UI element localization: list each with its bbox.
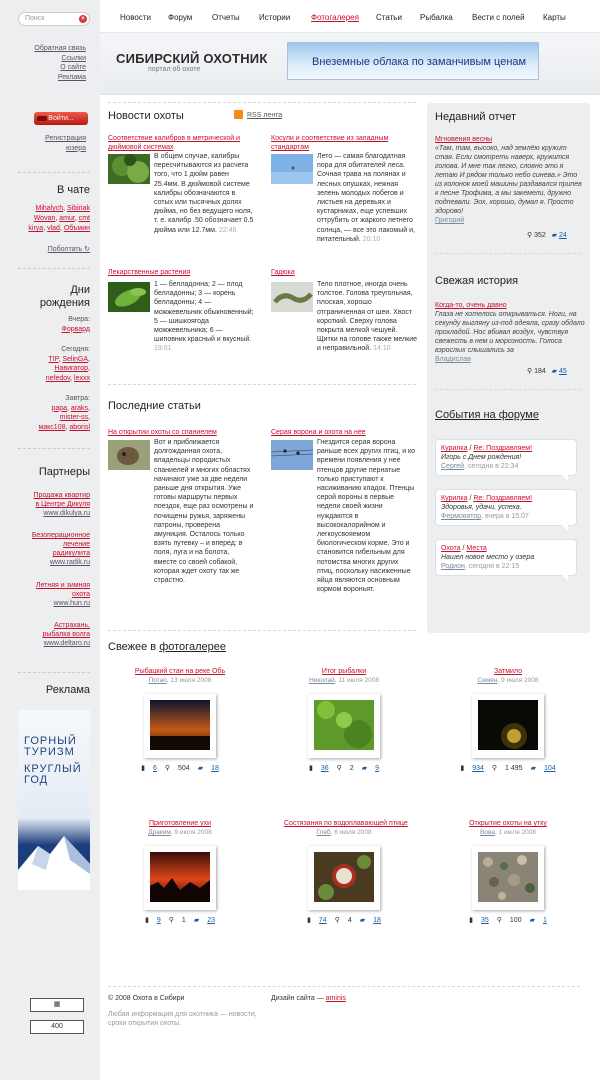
register-line-2: юзера [65, 144, 86, 152]
chat-user[interactable]: Объмин [63, 225, 90, 232]
footer [108, 995, 184, 1002]
partner-title: в Центре Дикуля [35, 501, 90, 508]
article-text: Вот и приближается долгожданная охота, владельцы породистых спаниелей и многих областях начинают уже за две недели раньше дня открытия. Уже готовы маршруты первых поездок, еще раз осмотрены и почищены ружья, заряжены патроны, проверена амуниция. Осталось только взять путевку – и вперед: в поля, луга и на болота, вместе со своей собакой, которая ждет охоту так же страстно. [154, 439, 254, 585]
divider [108, 630, 416, 631]
nav-field-news[interactable]: Вести с полей [472, 13, 525, 22]
forum-title-text: События на форуме [435, 409, 539, 421]
news-item [271, 134, 415, 243]
nav-forum[interactable]: Форум [168, 13, 193, 22]
magnifier-icon: ⚲ [527, 368, 533, 375]
link-about[interactable]: О сайте [60, 64, 86, 71]
story-link[interactable]: Когда-то, очень давно [435, 302, 507, 309]
story-author[interactable]: Владислав [435, 356, 471, 363]
comment-icon: ▰ [193, 917, 200, 924]
news-text: В общем случае, калибры пересчитываются из расчета того, что 1 дюйм равен 25.4мм. В дюймовой системе калибры обозначаются в сотых или тысячных долях дюйма, но без ведущего ноля, т. е. калибр .50 обозначает 0.5 дюйма или 12.7мм. [154, 153, 254, 234]
article-text: Гнездится серая ворона раньше всех других птиц, и ко времени появления у нее птенцов другие пернатые только приступают к насиживанию кладок. Птенцы серой вороны в первые недели своей жизни нуждаются в высококалорийном и легкоусвояемом биологическом корме. Это и становится гибельным для потомства многих других птиц, поскольку насиженные яйца являются основным кормом вороньят. [317, 439, 416, 594]
ad-text: Внеземные облака по заманчивым ценам [312, 56, 527, 68]
photo-views[interactable]: 35 [480, 917, 489, 924]
news-image[interactable] [271, 154, 313, 184]
gallery-photo [284, 820, 408, 924]
quick-links [34, 44, 86, 82]
forum-thread[interactable]: Места [466, 545, 487, 552]
talk-link[interactable]: Поболтать ↻ [47, 246, 90, 253]
forum-text: Нашел новое место у озера [441, 554, 535, 561]
birthday-user[interactable]: mister-ss [59, 414, 89, 421]
forum-title [435, 409, 539, 421]
photo-views[interactable]: 6 [152, 765, 157, 772]
photo-comments[interactable]: 104 [543, 765, 556, 772]
partner-item[interactable] [8, 581, 90, 608]
gallery-title-prefix: Свежее в [108, 641, 160, 653]
report-link[interactable]: Мгновения весны [435, 136, 493, 143]
chat-user[interactable]: Wovan [33, 215, 56, 222]
articles-title: Последние статьи [108, 400, 201, 412]
comment-icon: ▰ [197, 765, 204, 772]
article-item [271, 428, 416, 594]
chat-title: В чате [56, 184, 90, 196]
nav-articles[interactable]: Статьи [376, 13, 402, 22]
birthdays-title-line: рождения [39, 297, 90, 309]
photo-title[interactable]: Рыбацкий стан на реке Обь [134, 668, 226, 675]
forum-when: , сегодня в 22:34 [464, 463, 519, 470]
birthday-user[interactable]: Форвард [61, 325, 90, 333]
photo-date: , 13 июля 2008 [166, 677, 212, 684]
key-icon [37, 116, 47, 121]
article-image[interactable] [108, 440, 150, 470]
news-text: Лето — самая благодатная пора для обитателей леса. Сочная трава на полянах и лесных опушках, нежная зелень молодых побегов и листьев на деревьях и кустарниках, еще успевших оттрубить от жаркого летнего солнца, — все это лакомый и, питательный. [317, 153, 415, 243]
partner-title: Безоперационное [31, 532, 90, 539]
comment-icon: ▰ [551, 368, 558, 375]
counter-widget[interactable] [30, 1020, 84, 1034]
counter-widget[interactable] [30, 998, 84, 1012]
footer-desc-line: Любая информация для охотника — новости, [108, 1011, 257, 1018]
partner-title: охота [72, 591, 90, 598]
news-item-text [154, 152, 254, 235]
photo-ratings: 100 [509, 917, 522, 924]
mountain-icon [18, 830, 90, 890]
nav-news[interactable]: Новости [120, 13, 151, 22]
photo-views[interactable]: 9 [156, 917, 161, 924]
news-item-title[interactable]: Гадюка [271, 269, 295, 276]
nav-gallery[interactable]: Фотогалерея [311, 13, 359, 22]
partner-url: www.dikulya.ru [43, 510, 90, 517]
photo-ratings: 1 495 [505, 765, 523, 772]
divider [18, 268, 90, 269]
gallery-photo [284, 668, 404, 772]
magnifier-icon: ⚲ [491, 765, 498, 772]
forum-thread[interactable]: Re: Поздравляем! [473, 495, 533, 502]
photo-image [314, 700, 374, 750]
chat-user[interactable]: cmt [78, 215, 90, 222]
login-button[interactable] [34, 112, 88, 125]
photo-ratings: 504 [178, 765, 190, 772]
news-title: Новости охоты [108, 110, 184, 122]
divider [435, 389, 581, 390]
link-advert[interactable]: Реклама [57, 73, 86, 81]
gallery-photo [448, 668, 568, 772]
site-slogan: портал об охоте [148, 66, 201, 73]
birthday-user[interactable]: макс108 [38, 423, 66, 431]
photo-views[interactable]: 934 [472, 765, 484, 772]
divider [108, 384, 416, 385]
birthdays-tomorrow: Завтра: papa, araks, mister-ss, макс108, aborisl [38, 395, 90, 431]
register-line-1: Регистрация [45, 135, 86, 142]
photo-image [150, 700, 210, 750]
forum-user[interactable]: Фермовятор [441, 513, 482, 520]
footer-desc [108, 1010, 257, 1028]
forum-thread[interactable]: Re: Поздравляем! [473, 445, 533, 452]
views-icon: ▮ [141, 765, 145, 772]
counter-icon: ▦ [53, 1001, 61, 1008]
rss-link[interactable] [234, 110, 282, 119]
birthday-user[interactable]: aborisl [69, 423, 90, 431]
news-item-text [154, 280, 254, 354]
photo-title[interactable]: Состязания по водоплавающей птице [284, 820, 408, 827]
footer-design [271, 995, 346, 1002]
design-label: Дизайн сайта — [271, 995, 326, 1002]
story-comments[interactable]: 45 [558, 368, 567, 375]
clear-search-icon[interactable]: × [79, 15, 87, 23]
chat-user[interactable]: kirya [28, 225, 44, 232]
ad-banner-line: ГОД [24, 774, 49, 786]
photo-thumbnail[interactable] [308, 694, 380, 758]
story-title: Свежая история [435, 275, 519, 287]
photo-author[interactable]: Вова [480, 829, 495, 836]
forum-when: , сегодня в 22:15 [464, 563, 520, 570]
top-nav [100, 0, 600, 33]
partner-item[interactable] [8, 531, 90, 567]
report-author[interactable]: Григорий [435, 217, 465, 224]
views-icon: ▮ [460, 765, 465, 772]
chat-user[interactable]: amur [59, 215, 75, 222]
birthdays-yesterday [62, 315, 90, 334]
magnifier-icon: ⚲ [334, 917, 340, 924]
partner-title: Летняя и зимняя [35, 582, 90, 589]
birthday-user[interactable]: papa [51, 404, 68, 412]
chat-user[interactable]: Mihalych [35, 205, 64, 212]
forum-user[interactable]: Родион [441, 563, 465, 570]
photo-author[interactable]: Драким [148, 829, 171, 836]
yandex-counter-value: 400 [51, 1023, 63, 1030]
search-input[interactable] [18, 12, 90, 26]
photo-thumbnail[interactable] [308, 846, 380, 910]
article-item [108, 428, 254, 585]
views-icon: ▮ [469, 917, 473, 924]
report-block [435, 135, 585, 225]
divider [18, 448, 90, 449]
article-title[interactable]: Серая ворона и охота на нее [271, 429, 366, 436]
birthday-user[interactable]: SelinGA [62, 355, 89, 363]
birthdays-today: Сегодня: TIP, SelinGA, Навигатор, nefedov, lexxx [45, 346, 90, 382]
magnifier-icon: ⚲ [336, 765, 342, 772]
nav-fishing[interactable]: Рыбалка [420, 13, 453, 22]
gallery-photo [120, 820, 240, 924]
report-title: Недавний отчет [435, 111, 517, 123]
photo-image [150, 852, 210, 902]
divider [108, 102, 416, 103]
comment-icon: ▰ [361, 765, 368, 772]
birthday-user[interactable]: TIP [48, 355, 59, 363]
ad-banner-line: ТУРИЗМ [24, 746, 75, 758]
chat-users: Mihalych, Sibiriak Wovan, amur, cmt kirya, vlad, Объмин [28, 205, 90, 232]
partner-title: лечение [63, 541, 90, 548]
forum-when: , вчера в 15:07 [481, 513, 529, 520]
nav-stories[interactable]: Истории [259, 13, 291, 22]
divider [18, 172, 90, 173]
ad-banner-text [24, 736, 82, 786]
tourism-ad-banner[interactable] [18, 710, 90, 890]
magnifier-icon: ⚲ [164, 765, 171, 772]
photo-ratings: 1 [181, 917, 186, 924]
report-stats [527, 231, 567, 239]
photo-thumbnail[interactable] [472, 694, 544, 758]
register-link[interactable] [45, 134, 86, 153]
news-image[interactable] [271, 282, 313, 312]
photo-title[interactable]: Приготовление ухи [148, 820, 212, 827]
story-stats [527, 367, 567, 375]
news-image[interactable] [108, 282, 150, 312]
news-item [271, 268, 417, 353]
photo-title[interactable]: Затмило [494, 668, 522, 675]
photo-comments[interactable]: 9 [375, 765, 379, 772]
news-item-text [317, 152, 417, 244]
forum-user[interactable]: Сергей [441, 463, 465, 470]
news-item [108, 134, 254, 234]
nav-reports[interactable]: Отчеты [212, 13, 240, 22]
forum-section[interactable]: Курилка [441, 445, 468, 452]
login-label: Войти... [48, 115, 74, 122]
photo-comments[interactable]: 18 [373, 917, 381, 924]
birthday-user[interactable]: lexxx [74, 374, 90, 382]
photo-views[interactable]: 36 [320, 765, 329, 772]
photo-date: , 9 июля 2008 [170, 829, 212, 836]
photo-thumbnail[interactable] [472, 846, 544, 910]
birthdays-title-line: Дни [70, 284, 90, 296]
nav-maps[interactable]: Карты [543, 13, 566, 22]
photo-comments[interactable]: 1 [542, 917, 547, 924]
views-icon: ▮ [307, 917, 311, 924]
tomorrow-label: Завтра: [65, 395, 90, 402]
news-time: 20:10 [362, 235, 381, 243]
site-logo[interactable]: СИБИРСКИЙ ОХОТНИК [116, 51, 268, 66]
forum-post[interactable]: Курилка / Re: Поздравляем! Игорь с Днем рождения! Сергей, сегодня в 22:34 [435, 439, 577, 476]
divider [435, 253, 581, 254]
partner-title: Продажа квартир [33, 492, 90, 499]
comment-icon: ▰ [530, 765, 536, 772]
news-text: 1 — белладонна; 2 — плод белладонны; 3 — корень белладонны; 4 — можжевельник обыкновенный; 5 — шишкоягода можжевельника; 6 — шиповник красный и вкусный. [154, 281, 254, 344]
photo-title[interactable]: Итог рыбалки [321, 668, 367, 675]
report-text: «Там, там, высоко, над землёю кружит стая. Если смотреть наверх, кружится голова. И мне так легко, словно это я летаю И рядом только небо синева.» Это из колонок моей машины раздавался припев к песне Трофима, а мы закемели, дружно подпевали. Эох, хорошо, думал я. Просто здорово! [435, 145, 582, 215]
chat-user[interactable]: Sibiriak [67, 205, 90, 212]
story-views: 184 [534, 368, 546, 375]
report-views: 352 [534, 232, 546, 239]
talk-label: Поболтать [47, 246, 83, 253]
photo-image [314, 852, 374, 902]
partner-item[interactable] [8, 621, 90, 648]
link-feedback[interactable]: Обратная связь [34, 45, 86, 52]
views-icon: ▮ [145, 917, 149, 924]
right-sidebar [427, 103, 590, 633]
magnifier-icon: ⚲ [496, 917, 502, 924]
partners-title: Партнеры [38, 466, 90, 478]
photo-image [478, 700, 538, 750]
news-time: 19:01 [154, 345, 172, 353]
link-links[interactable]: Ссылки [61, 54, 86, 62]
today-label: Сегодня: [61, 346, 90, 353]
partner-url: www.deltaro.ru [43, 640, 90, 647]
magnifier-icon: ⚲ [168, 917, 174, 924]
news-image[interactable] [108, 154, 150, 184]
comment-icon: ▰ [359, 917, 366, 924]
news-item-title[interactable]: Косули и соответствие из западным стандартам [271, 135, 389, 151]
photo-comments[interactable]: 18 [211, 765, 219, 772]
rss-label: RSS лента [247, 112, 283, 119]
article-title[interactable]: На открытии охоты со спаниелем [108, 429, 217, 436]
photo-author[interactable]: Николай [309, 677, 335, 684]
photo-thumbnail[interactable] [144, 694, 216, 758]
search-placeholder: Поиск [25, 15, 45, 22]
photo-ratings: 4 [347, 917, 352, 924]
ad-banner-line: ГОРНЫЙ [24, 735, 77, 747]
photo-date: , 6 июля 2008 [330, 829, 372, 836]
gallery-photo [448, 820, 568, 924]
photo-ratings: 2 [349, 765, 354, 772]
photo-comments[interactable]: 23 [207, 917, 215, 924]
left-sidebar [0, 0, 100, 1080]
birthday-user[interactable]: Навигатор [54, 365, 89, 372]
report-comments[interactable]: 24 [558, 232, 567, 239]
forum-text: Игорь с Днем рождения! [441, 454, 522, 461]
story-text: Глаза не хотелось открываться. Ноги, на секунду выгляну из-под одеяла, сразу обдало прохладой. Нос вбивал воздух, чувствуя свежесть в нем и морозность. Голоса взрослых слышались за [435, 311, 585, 354]
chat-user[interactable]: vlad [47, 225, 60, 232]
photo-views[interactable]: 74 [318, 917, 327, 924]
copyright: © 2008 Охота в Сибири [108, 995, 185, 1002]
photo-thumbnail[interactable] [144, 846, 216, 910]
yesterday-label: Вчера: [68, 316, 90, 323]
gallery-title [108, 641, 226, 653]
partner-title: радикулита [52, 550, 90, 557]
ad-title: Реклама [45, 684, 90, 696]
forum-section[interactable]: Охота [441, 545, 461, 552]
magnifier-icon: ⚲ [527, 232, 533, 239]
forum-post[interactable]: Курилка / Re: Поздравляем! Здоровья, удачи, успеха. Фермовятор, вчера в 15:07 [435, 489, 577, 526]
partner-title: рыбалка волга [42, 631, 90, 638]
news-time: 14:10 [373, 345, 391, 353]
views-icon: ▮ [309, 765, 313, 772]
photo-author[interactable]: Глеб [316, 829, 331, 836]
news-item-text [317, 280, 417, 354]
divider [108, 986, 580, 987]
birthday-user[interactable]: araks [70, 404, 89, 412]
partner-url: www.radik.ru [49, 559, 90, 566]
clouds-ad-banner[interactable] [287, 42, 539, 80]
ad-banner-line: КРУГЛЫЙ [24, 763, 82, 775]
gallery-photo [120, 668, 240, 772]
story-block [435, 301, 585, 364]
rss-icon [234, 110, 243, 119]
comment-icon: ▰ [551, 232, 558, 239]
forum-section[interactable]: Курилка [441, 495, 468, 502]
photo-date: , 9 июля 2008 [497, 677, 539, 684]
news-time: 22:46 [218, 226, 237, 234]
photo-date: , 1 июля 2008 [494, 829, 536, 836]
divider [18, 672, 90, 673]
footer-desc-line: сроки открытия охоты. [108, 1020, 182, 1027]
news-text: Тело плотное, иногда очень толстое. Голова треугольная, плоская, хорошо отграниченная от шеи. Хвост короткий. Сверху голова покрыта мелкой чешуей. Щитки на голове также мелкие и неправильной. [317, 281, 417, 353]
photo-author[interactable]: Семен [477, 677, 498, 684]
partner-item[interactable] [8, 491, 90, 518]
photo-author[interactable]: Потап [148, 677, 167, 684]
forum-post[interactable]: Охота / Места Нашел новое место у озера Родион, сегодня в 22:15 [435, 539, 577, 576]
news-item-title[interactable]: Лекарственные растения [108, 269, 191, 276]
photo-date: , 11 июля 2008 [334, 677, 379, 684]
birthday-user[interactable]: nefedov [45, 374, 71, 382]
news-item [108, 268, 254, 353]
design-link[interactable]: aminis [325, 995, 346, 1002]
comment-icon: ▰ [529, 917, 535, 924]
gallery-title-link[interactable]: фотогалерее [159, 641, 226, 653]
photo-title[interactable]: Открытие охоты на утку [469, 820, 547, 827]
forum-text: Здоровья, удачи, успеха. [441, 504, 522, 511]
birthdays-title [40, 284, 90, 310]
photo-image [478, 852, 538, 902]
partner-url: www.hun.ru [53, 600, 90, 607]
partner-title: Астрахань, [54, 622, 90, 629]
article-image[interactable] [271, 440, 313, 470]
news-item-title[interactable]: Соответствие калибров в метрической и дюймовой системах [108, 135, 241, 151]
